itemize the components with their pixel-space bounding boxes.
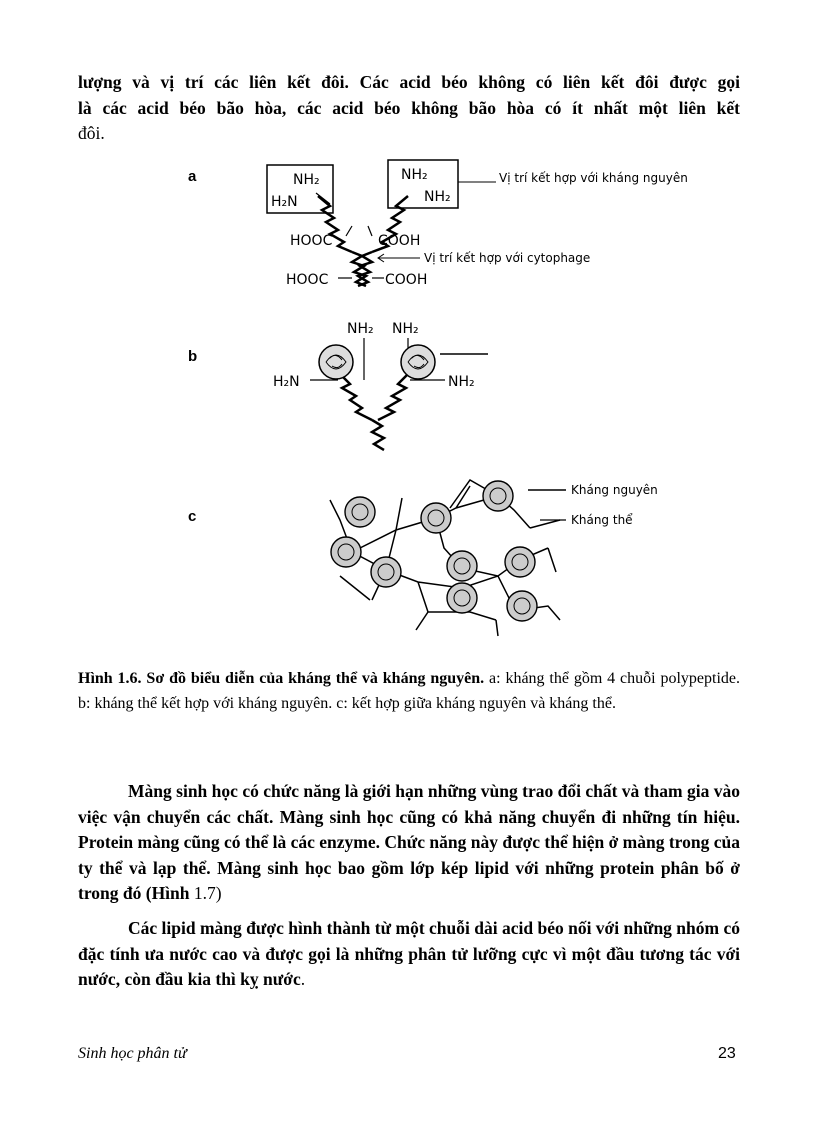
figure-caption: [78, 666, 740, 716]
footer-book-title: Sinh học phân tử: [78, 1045, 187, 1062]
intro-line-1: lượng và vị trí các liên kết đôi. Các acid béo không có liên kết đôi được gọi: [78, 72, 740, 92]
antibody-label: Kháng thể: [571, 513, 633, 527]
a-cooh-upper: COOH: [378, 233, 421, 249]
caption-text: a: kháng thể gồm 4 chuỗi polypeptide. b: kháng thể kết hợp với kháng nguyên. c: kết hợp giữa kháng nguyên và kháng thể.: [78, 670, 740, 712]
intro-line-2: là các acid béo bão hòa, các acid béo không bão hòa có ít nhất một liên kết: [78, 97, 740, 118]
body-paragraph-2-end: .: [300, 969, 306, 989]
c-antigen-6: [447, 551, 477, 581]
a-nh2-right: NH₂: [424, 189, 451, 205]
a-nh2-left: NH₂: [293, 172, 320, 188]
c-antigen-8: [447, 583, 477, 613]
caption-title: Hình 1.6. Sơ đồ biểu diễn của kháng thể và kháng nguyên.: [78, 670, 485, 687]
antigen-site-label: Vị trí kết hợp với kháng nguyên: [499, 171, 688, 185]
c-antigen-3: [483, 481, 513, 511]
figure-label-c: c: [188, 508, 197, 525]
b-nh2-top-left: NH₂: [347, 321, 374, 337]
antigen-label: Kháng nguyên: [571, 483, 658, 497]
panel-a-antibody: [267, 160, 688, 288]
b-nh2-right: NH₂: [448, 374, 475, 390]
panel-c-antigen-antibody-lattice: [330, 480, 658, 636]
page-number: 23: [718, 1045, 736, 1062]
body-paragraph-1-text: Màng sinh học có chức năng là giới hạn những vùng trao đổi chất và tham gia vào việc vận chuyển các chất. Màng sinh học cũng có khả năng chuyển đi những tín hiệu. Protein màng cũng có thể là các enzyme. Chức năng này được thể hiện ở màng trong của ty thể và lạp thể. Màng sinh học bao gồm lớp kép lipid với những protein phân bố ở trong đó (Hình: [78, 781, 740, 903]
c-antigen-9: [507, 591, 537, 621]
figure-reference: 1.7): [189, 883, 222, 903]
c-antigen-2: [421, 503, 451, 533]
b-antigen-right: [401, 345, 435, 379]
a-cooh-lower: COOH: [385, 272, 428, 288]
a-h2n-left: H₂N: [271, 194, 298, 210]
body-paragraph-1: [78, 779, 740, 907]
a-nh2-right-top: NH₂: [401, 167, 428, 183]
intro-line-3: đôi.: [78, 123, 105, 143]
body-paragraph-2: [78, 916, 740, 993]
panel-b-antibody-antigen: [273, 321, 488, 450]
c-antigen-5: [371, 557, 401, 587]
b-antigen-left: [319, 345, 353, 379]
figure-label-a: a: [188, 168, 197, 185]
a-hooc-upper: HOOC: [290, 233, 333, 249]
cytophage-site-label: Vị trí kết hợp với cytophage: [424, 251, 591, 265]
c-antigen-1: [345, 497, 375, 527]
a-hooc-lower: HOOC: [286, 272, 329, 288]
b-h2n: H₂N: [273, 374, 300, 390]
body-paragraph-2-text: Các lipid màng được hình thành từ một chuỗi dài acid béo nối với những nhóm có đặc tính ưa nước cao và được gọi là những phân tử lưỡng cực vì một đầu tương tác với nước, còn đầu kia thì kỵ nước: [78, 918, 740, 989]
b-nh2-top-right: NH₂: [392, 321, 419, 337]
c-antigen-4: [331, 537, 361, 567]
figure-label-b: b: [188, 348, 198, 365]
c-antigen-7: [505, 547, 535, 577]
